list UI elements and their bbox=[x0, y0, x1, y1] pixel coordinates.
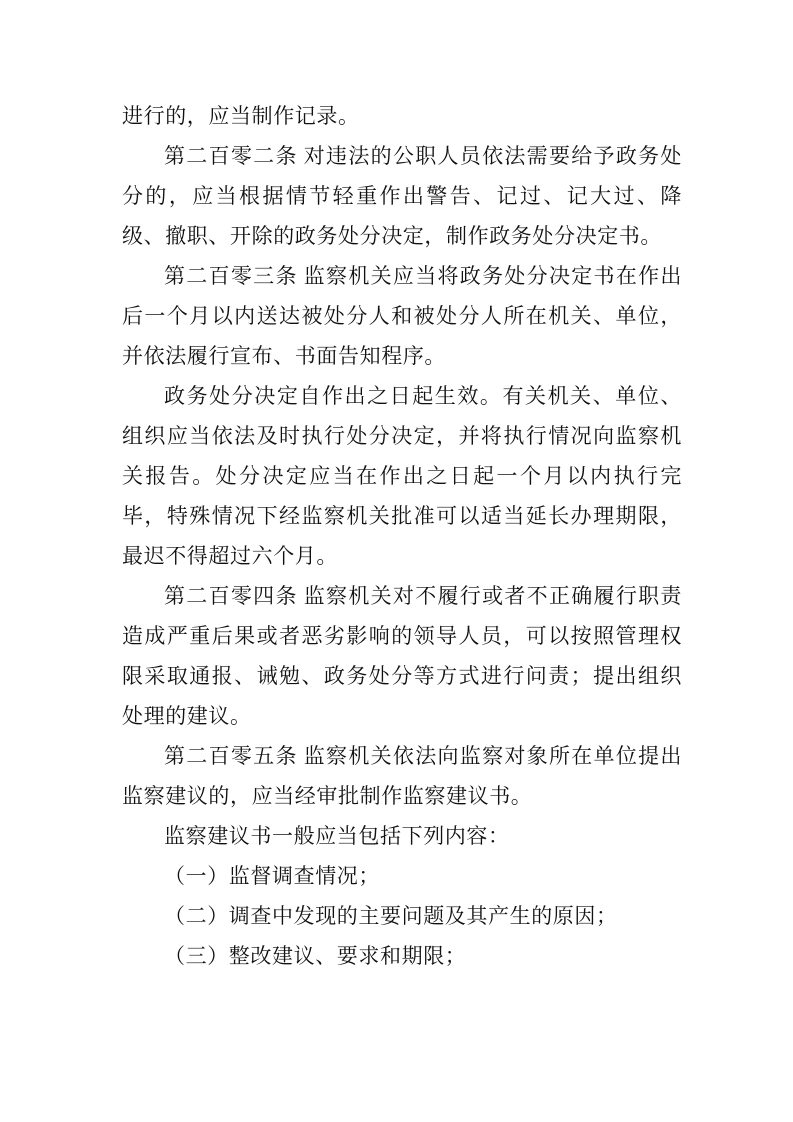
list-item bbox=[122, 936, 682, 976]
paragraph-text: 监察建议书一般应当包括下列内容： bbox=[164, 824, 510, 848]
article-204 bbox=[122, 576, 682, 736]
article-number: 第二百零四条 bbox=[164, 584, 298, 608]
article-text: 对违法的公职人员依法需要给予政务处分的，应当根据情节轻重作出警告、记过、记大过、降级、撤职、开除的政务处分决定，制作政务处分决定书。 bbox=[122, 144, 682, 248]
list-item bbox=[122, 856, 682, 896]
list-item bbox=[122, 896, 682, 936]
article-205 bbox=[122, 736, 682, 816]
list-item-text: （一）监督调查情况； bbox=[164, 864, 380, 888]
document-body bbox=[122, 96, 682, 976]
article-text: 监察机关应当将政务处分决定书在作出后一个月以内送达被处分人和被处分人所在机关、单位，并依法履行宣布、书面告知程序。 bbox=[122, 264, 682, 368]
paragraph-text: 进行的，应当制作记录。 bbox=[122, 104, 360, 128]
paragraph-continuation bbox=[122, 96, 682, 136]
article-202 bbox=[122, 136, 682, 256]
paragraph-text: 政务处分决定自作出之日起生效。有关机关、单位、组织应当依法及时执行处分决定，并将执行情况向监察机关报告。处分决定应当在作出之日起一个月以内执行完毕，特殊情况下经监察机关批准可以适当延长办理期限，最迟不得超过六个月。 bbox=[122, 384, 682, 568]
article-text: 监察机关对不履行或者不正确履行职责造成严重后果或者恶劣影响的领导人员，可以按照管理权限采取通报、诫勉、政务处分等方式进行问责；提出组织处理的建议。 bbox=[122, 584, 682, 728]
list-item-text: （二）调查中发现的主要问题及其产生的原因； bbox=[164, 904, 618, 928]
article-number: 第二百零五条 bbox=[164, 744, 298, 768]
article-number: 第二百零三条 bbox=[164, 264, 298, 288]
list-item-text: （三）整改建议、要求和期限； bbox=[164, 944, 467, 968]
article-text: 监察机关依法向监察对象所在单位提出监察建议的，应当经审批制作监察建议书。 bbox=[122, 744, 682, 808]
paragraph-content-intro bbox=[122, 816, 682, 856]
article-number: 第二百零二条 bbox=[164, 144, 298, 168]
paragraph-effect bbox=[122, 376, 682, 576]
article-203 bbox=[122, 256, 682, 376]
